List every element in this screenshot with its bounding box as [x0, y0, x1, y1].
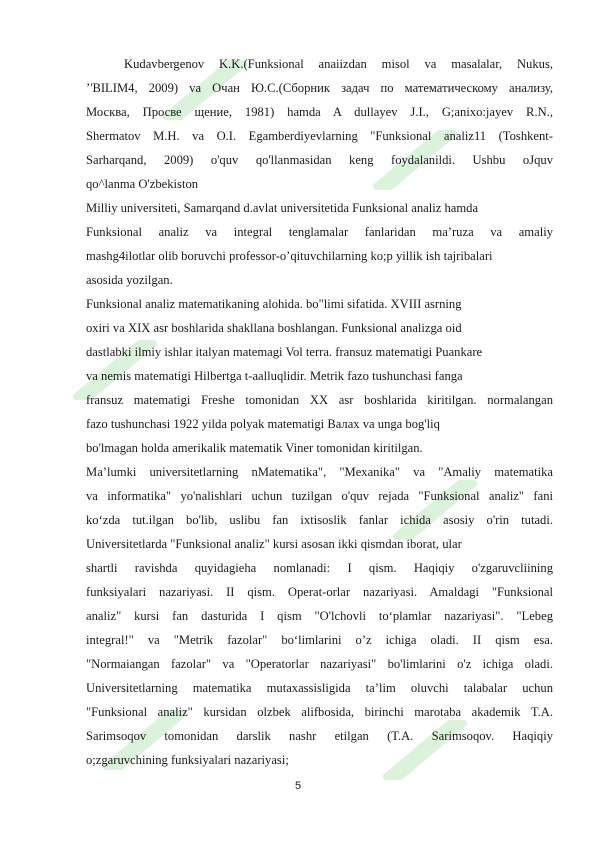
text-line: va nemis matematigi Hilbertga t-aalluqlidir. Metrik fazo tushunchasi fanga	[86, 369, 463, 383]
text-line: Universitetlarning matematika mutaxassisligida ta’lim oluvchi talabalar uchun	[86, 681, 553, 695]
text-line: dastlabki ilmiy ishlar italyan matemagi Vol terra. fransuz matematigi Puankare	[86, 345, 483, 359]
text-line: funksiyalari nazariyasi. II qism. Operat-orlar nazariyasi. Amaldagi "Funksional	[86, 585, 553, 599]
text-line: Milliy universiteti, Samarqand d.avlat universitetida Funksional analiz hamda	[86, 201, 479, 215]
text-line: analiz" kursi fan dasturida I qism "O'lchovli to‘plamlar nazariyasi". "Lebeg	[86, 609, 553, 623]
text-line: mashg4ilotlar olib boruvchi professor-o’qituvchilarning ko;p yillik ish tajribalari	[86, 249, 493, 263]
text-line: va informatika" yo'nalishlari uchun tuzilgan o'quv rejada "Funksional analiz" fani	[86, 489, 553, 503]
text-line: shartli ravishda quyidagieha nomlanadi: I qism. Haqiqiy o'zgaruvcliining	[86, 561, 553, 575]
text-line: ko‘zda tut.ilgan bo'lib, uslibu fan ixtisoslik fanlar ichida asosiy o'rin tutadi.	[86, 513, 553, 527]
text-line: fransuz matematigi Freshe tomonidan XX asr boshlarida kiritilgan. normalangan	[86, 393, 553, 407]
text-line: oxiri va XIX asr boshlarida shakllana boshlangan. Funksional analizga oid	[86, 321, 462, 335]
text-line: fazo tushunchasi 1922 yilda polyak matematigi Валах va unga bog'liq	[86, 417, 440, 431]
text-line: o;zgaruvchining funksiyalari nazariyasi;	[86, 753, 289, 767]
text-line: Sarimsoqov tomonidan darslik nashr etilgan (T.A. Sarimsoqov. Haqiqiy	[86, 729, 553, 743]
text-line: Funksional analiz matematikaning alohida. bo"limi sifatida. XVIII asrning	[86, 297, 462, 311]
text-line: bo'lmagan holda amerikalik matematik Viner tomonidan kiritilgan.	[86, 441, 423, 455]
text-line: integral!" va "Metrik fazolar" bo‘limlarini o’z ichiga oladi. II qism esa.	[86, 633, 553, 647]
text-line: Sarharqand, 2009) o'quv qo'llanmasidan keng foydalanildi. Ushbu oJquv	[86, 153, 553, 167]
text-line: Kudavbergenov K.K.(Funksional anaiizdan misol va masalalar, Nukus,	[124, 57, 553, 71]
text-line: "Funksional analiz" kursidan olzbek alifbosida, birinchi marotaba akademik T.A.	[86, 705, 553, 719]
text-line: qo^lanma O'zbekiston	[86, 177, 199, 191]
page-number: 5	[294, 780, 302, 792]
text-line: Funksional analiz va integral tenglamalar fanlaridan ma’ruza va amaliy	[86, 225, 553, 239]
text-line: Shermatov M.H. va O.I. Egamberdiyevlarning "Funksional analiz11 (Toshkent-	[86, 129, 553, 143]
text-line: ’'BILIM4, 2009) va Очан Ю.С.(Сборник задач по математическому анализу,	[86, 81, 553, 95]
text-line: Universitetlarda "Funksional analiz" kursi asosan ikki qismdan iborat, ular	[86, 537, 462, 551]
text-line: Москва, Просве щение, 1981) hamda A dullayev J.I., G;anixo:jayev R.N.,	[86, 105, 553, 119]
text-line: "Normaiangan fazolar" va "Operatorlar nazariyasi" bo'limlarini o'z ichiga oladi.	[86, 657, 553, 671]
text-line: asosida yozilgan.	[86, 273, 173, 287]
text-line: Ma’lumki universitetlarning nMatematika", "Mexanika" va "Amaliy matematika	[86, 465, 553, 479]
